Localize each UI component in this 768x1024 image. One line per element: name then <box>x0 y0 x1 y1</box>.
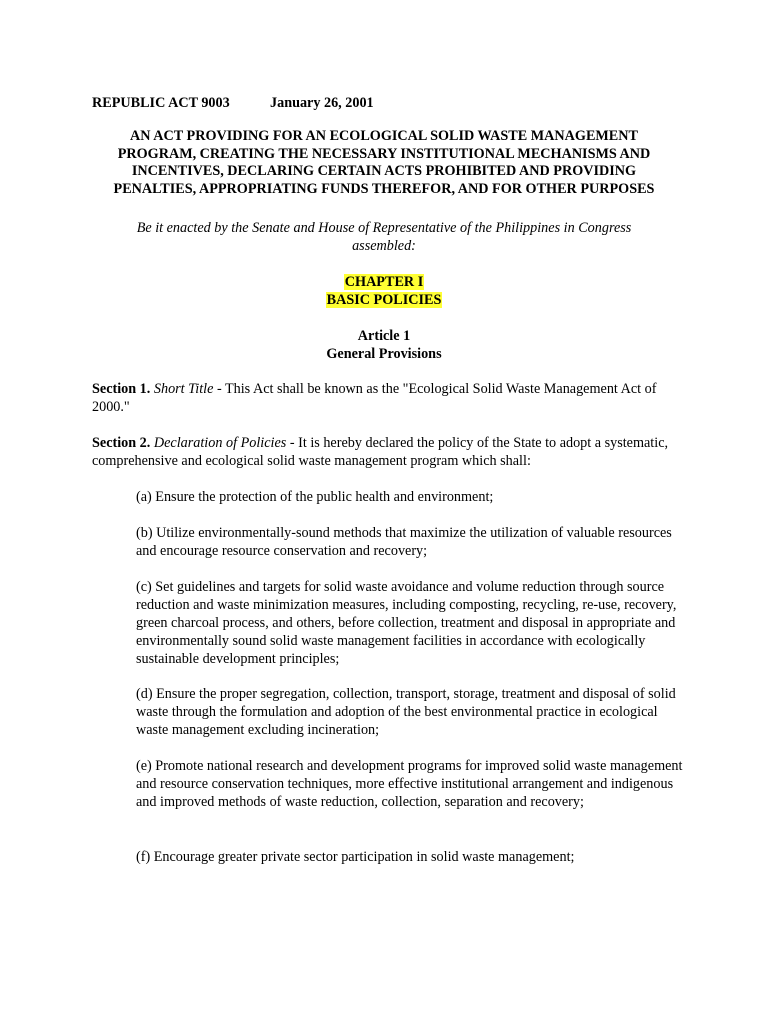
act-title-line: PENALTIES, APPROPRIATING FUNDS THEREFOR, AND FOR OTHER PURPOSES <box>113 180 655 197</box>
enacting-clause <box>92 219 676 255</box>
section-subtitle: Declaration of Policies <box>153 435 287 451</box>
section-label: Section 2. <box>92 435 151 451</box>
act-title-line: PROGRAM, CREATING THE NECESSARY INSTITUTIONAL MECHANISMS AND <box>117 145 651 162</box>
section-text: - It is hereby declared the policy of the State to adopt a systematic, comprehensive and ecological solid waste management program which shall: <box>92 435 669 469</box>
act-title-line: INCENTIVES, DECLARING CERTAIN ACTS PROHIBITED AND PROVIDING <box>131 163 637 179</box>
act-title-line: AN ACT PROVIDING FOR AN ECOLOGICAL SOLID WASTE MANAGEMENT <box>130 128 638 144</box>
chapter-name: BASIC POLICIES <box>326 292 442 308</box>
enacting-clause-line: Be it enacted by the Senate and House of Representative of the Philippines in Congress <box>136 220 632 236</box>
article-number: Article 1 <box>357 328 411 344</box>
act-number: REPUBLIC ACT 9003 <box>92 95 230 111</box>
act-date: January 26, 2001 <box>270 95 374 111</box>
section-1 <box>92 380 688 416</box>
policy-item-a: (a) Ensure the protection of the public health and environment; <box>136 489 494 505</box>
act-header <box>92 94 374 112</box>
chapter-number: CHAPTER I <box>344 274 424 290</box>
policy-item-e: (e) Promote national research and development programs for improved solid waste management and resource conservation techniques, more effective institutional arrangement and indigenous and improved methods of waste reduction, collection, separation and recovery; <box>136 758 683 810</box>
policy-item-b: (b) Utilize environmentally-sound methods that maximize the utilization of valuable resources and encourage resource conservation and recovery; <box>136 525 672 559</box>
enacting-clause-line: assembled: <box>352 238 416 254</box>
policy-item-f: (f) Encourage greater private sector participation in solid waste management; <box>136 849 575 865</box>
section-2 <box>92 434 688 470</box>
article-heading <box>92 327 676 363</box>
act-title <box>92 128 676 198</box>
policy-item-d: (d) Ensure the proper segregation, collection, transport, storage, treatment and disposal of solid waste through the formulation and adoption of the best environmental practice in ecological waste management excluding incineration; <box>136 686 676 738</box>
chapter-heading <box>92 273 676 309</box>
policy-item-c: (c) Set guidelines and targets for solid waste avoidance and volume reduction through source reduction and waste minimization measures, including composting, recycling, re-use, recovery, green charcoal process, and others, before collection, treatment and disposal in appropriate and environmentally sound solid waste management facilities in accordance with ecologically sustainable development principles; <box>136 579 677 667</box>
section-label: Section 1. <box>92 381 151 397</box>
article-name: General Provisions <box>326 346 442 362</box>
section-text: - This Act shall be known as the "Ecological Solid Waste Management Act of 2000." <box>92 381 657 415</box>
section-subtitle: Short Title <box>153 381 214 397</box>
